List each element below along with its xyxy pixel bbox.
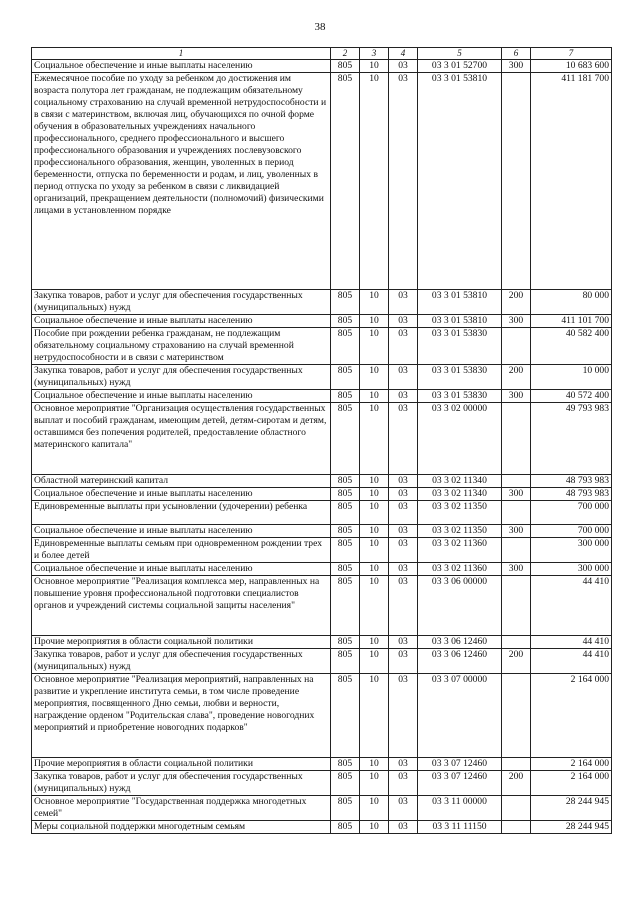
item-name-cell: Единовременные выплаты семьям при одновременном рождении трех и более детей [32, 538, 331, 563]
code-cell: 805 [331, 403, 360, 475]
expense-type-cell: 200 [502, 365, 531, 390]
amount-cell: 2 164 000 [531, 674, 612, 758]
expense-type-cell [502, 328, 531, 365]
expense-type-cell: 300 [502, 488, 531, 501]
code-cell: 805 [331, 488, 360, 501]
expense-type-cell: 300 [502, 525, 531, 538]
code-cell: 805 [331, 636, 360, 649]
code-cell: 805 [331, 501, 360, 525]
column-header: 1 [32, 48, 331, 60]
expense-type-cell [502, 475, 531, 488]
expense-type-cell [502, 674, 531, 758]
table-row [32, 328, 612, 365]
amount-cell: 411 101 700 [531, 315, 612, 328]
table-row [32, 796, 612, 821]
table-row [32, 674, 612, 758]
section-cell: 10 [360, 403, 389, 475]
target-article-cell: 03 3 01 52700 [418, 60, 502, 73]
target-article-cell: 03 3 06 12460 [418, 649, 502, 674]
expense-type-cell [502, 403, 531, 475]
table-row [32, 636, 612, 649]
subsection-cell: 03 [389, 649, 418, 674]
amount-cell: 28 244 945 [531, 796, 612, 821]
amount-cell: 2 164 000 [531, 758, 612, 771]
amount-cell: 40 572 400 [531, 390, 612, 403]
code-cell: 805 [331, 758, 360, 771]
subsection-cell: 03 [389, 576, 418, 636]
code-cell: 805 [331, 525, 360, 538]
section-cell: 10 [360, 390, 389, 403]
item-name-cell: Основное мероприятие "Государственная поддержка многодетных семей" [32, 796, 331, 821]
subsection-cell: 03 [389, 328, 418, 365]
item-name-cell: Областной материнский капитал [32, 475, 331, 488]
code-cell: 805 [331, 771, 360, 796]
code-cell: 805 [331, 538, 360, 563]
column-header: 4 [389, 48, 418, 60]
target-article-cell: 03 3 01 53810 [418, 73, 502, 290]
budget-table [31, 47, 612, 834]
item-name-cell: Прочие мероприятия в области социальной политики [32, 758, 331, 771]
item-name-cell: Социальное обеспечение и иные выплаты населению [32, 525, 331, 538]
table-row [32, 758, 612, 771]
subsection-cell: 03 [389, 501, 418, 525]
code-cell: 805 [331, 73, 360, 290]
target-article-cell: 03 3 07 12460 [418, 771, 502, 796]
target-article-cell: 03 3 01 53810 [418, 315, 502, 328]
subsection-cell: 03 [389, 403, 418, 475]
table-row [32, 73, 612, 290]
amount-cell: 300 000 [531, 563, 612, 576]
amount-cell: 80 000 [531, 290, 612, 315]
subsection-cell: 03 [389, 525, 418, 538]
item-name-cell: Ежемесячное пособие по уходу за ребенком до достижения им возраста полутора лет гражданам, не подлежащим обязательному социальному страхованию на случай временной нетрудоспособности и в связи с материнством, включая лиц, обучающихся по очной форме обучения в образовательных учреждениях начального профессионального, среднего профессионального и высшего профессионального образования и учреждениях послевузовского профессионального образования, женщин, уволенных в период беременности, отпуска по беременности и родам, и лиц, уволенных в период отпуска по уходу за ребенком в связи с ликвидацией организаций, прекращением деятельности (полномочий) физическими лицами в установленном порядке [32, 73, 331, 290]
item-name-cell: Пособие при рождении ребенка гражданам, не подлежащим обязательному социальному страхованию на случай временной нетрудоспособности и в связи с материнством [32, 328, 331, 365]
table-row [32, 538, 612, 563]
table-header-row [32, 48, 612, 60]
target-article-cell: 03 3 11 11150 [418, 821, 502, 834]
item-name-cell: Меры социальной поддержки многодетным семьям [32, 821, 331, 834]
item-name-cell: Единовременные выплаты при усыновлении (удочерении) ребенка [32, 501, 331, 525]
subsection-cell: 03 [389, 365, 418, 390]
expense-type-cell [502, 73, 531, 290]
subsection-cell: 03 [389, 821, 418, 834]
target-article-cell: 03 3 02 11350 [418, 525, 502, 538]
section-cell: 10 [360, 821, 389, 834]
subsection-cell: 03 [389, 758, 418, 771]
section-cell: 10 [360, 475, 389, 488]
expense-type-cell: 300 [502, 315, 531, 328]
page-number: 38 [314, 21, 326, 33]
target-article-cell: 03 3 02 11340 [418, 488, 502, 501]
amount-cell: 300 000 [531, 538, 612, 563]
section-cell: 10 [360, 365, 389, 390]
target-article-cell: 03 3 01 53830 [418, 328, 502, 365]
code-cell: 805 [331, 60, 360, 73]
code-cell: 805 [331, 563, 360, 576]
section-cell: 10 [360, 488, 389, 501]
subsection-cell: 03 [389, 60, 418, 73]
expense-type-cell: 300 [502, 60, 531, 73]
section-cell: 10 [360, 796, 389, 821]
expense-type-cell: 200 [502, 771, 531, 796]
code-cell: 805 [331, 576, 360, 636]
table-row [32, 821, 612, 834]
section-cell: 10 [360, 758, 389, 771]
expense-type-cell [502, 796, 531, 821]
expense-type-cell: 300 [502, 563, 531, 576]
section-cell: 10 [360, 563, 389, 576]
column-header: 3 [360, 48, 389, 60]
subsection-cell: 03 [389, 475, 418, 488]
code-cell: 805 [331, 328, 360, 365]
section-cell: 10 [360, 315, 389, 328]
expense-type-cell [502, 538, 531, 563]
table-row [32, 290, 612, 315]
subsection-cell: 03 [389, 636, 418, 649]
expense-type-cell [502, 758, 531, 771]
table-row [32, 365, 612, 390]
table-row [32, 771, 612, 796]
section-cell: 10 [360, 649, 389, 674]
target-article-cell: 03 3 02 11340 [418, 475, 502, 488]
code-cell: 805 [331, 821, 360, 834]
amount-cell: 411 181 700 [531, 73, 612, 290]
item-name-cell: Прочие мероприятия в области социальной политики [32, 636, 331, 649]
target-article-cell: 03 3 06 12460 [418, 636, 502, 649]
expense-type-cell: 200 [502, 649, 531, 674]
subsection-cell: 03 [389, 538, 418, 563]
subsection-cell: 03 [389, 563, 418, 576]
column-header: 6 [502, 48, 531, 60]
target-article-cell: 03 3 11 00000 [418, 796, 502, 821]
subsection-cell: 03 [389, 771, 418, 796]
target-article-cell: 03 3 06 00000 [418, 576, 502, 636]
table-row [32, 525, 612, 538]
target-article-cell: 03 3 02 11350 [418, 501, 502, 525]
amount-cell: 40 582 400 [531, 328, 612, 365]
code-cell: 805 [331, 674, 360, 758]
item-name-cell: Закупка товаров, работ и услуг для обеспечения государственных (муниципальных) нужд [32, 649, 331, 674]
expense-type-cell [502, 576, 531, 636]
table-row [32, 475, 612, 488]
section-cell: 10 [360, 538, 389, 563]
amount-cell: 48 793 983 [531, 488, 612, 501]
amount-cell: 44 410 [531, 636, 612, 649]
section-cell: 10 [360, 771, 389, 796]
item-name-cell: Социальное обеспечение и иные выплаты населению [32, 563, 331, 576]
amount-cell: 10 683 600 [531, 60, 612, 73]
table-row [32, 649, 612, 674]
amount-cell: 44 410 [531, 576, 612, 636]
expense-type-cell [502, 636, 531, 649]
item-name-cell: Закупка товаров, работ и услуг для обеспечения государственных (муниципальных) нужд [32, 365, 331, 390]
target-article-cell: 03 3 07 00000 [418, 674, 502, 758]
section-cell: 10 [360, 73, 389, 290]
amount-cell: 28 244 945 [531, 821, 612, 834]
item-name-cell: Социальное обеспечение и иные выплаты населению [32, 390, 331, 403]
target-article-cell: 03 3 01 53810 [418, 290, 502, 315]
code-cell: 805 [331, 290, 360, 315]
target-article-cell: 03 3 02 11360 [418, 563, 502, 576]
item-name-cell: Основное мероприятие "Реализация комплекса мер, направленных на повышение уровня профессиональной подготовки специалистов органов и учреждений системы социальной защиты населения" [32, 576, 331, 636]
item-name-cell: Основное мероприятие "Организация осуществления государственных выплат и пособий гражданам, имеющим детей, детям-сиротам и детям, оставшимся без попечения родителей, предоставление областного материнского капитала" [32, 403, 331, 475]
table-row [32, 576, 612, 636]
item-name-cell: Социальное обеспечение и иные выплаты населению [32, 60, 331, 73]
table-row [32, 60, 612, 73]
table-row [32, 403, 612, 475]
item-name-cell: Закупка товаров, работ и услуг для обеспечения государственных (муниципальных) нужд [32, 771, 331, 796]
amount-cell: 44 410 [531, 649, 612, 674]
target-article-cell: 03 3 02 00000 [418, 403, 502, 475]
code-cell: 805 [331, 796, 360, 821]
code-cell: 805 [331, 475, 360, 488]
code-cell: 805 [331, 365, 360, 390]
section-cell: 10 [360, 328, 389, 365]
table-row [32, 501, 612, 525]
code-cell: 805 [331, 390, 360, 403]
amount-cell: 700 000 [531, 525, 612, 538]
expense-type-cell: 300 [502, 390, 531, 403]
column-header: 2 [331, 48, 360, 60]
item-name-cell: Социальное обеспечение и иные выплаты населению [32, 488, 331, 501]
section-cell: 10 [360, 525, 389, 538]
item-name-cell: Социальное обеспечение и иные выплаты населению [32, 315, 331, 328]
amount-cell: 10 000 [531, 365, 612, 390]
column-header: 5 [418, 48, 502, 60]
subsection-cell: 03 [389, 315, 418, 328]
section-cell: 10 [360, 674, 389, 758]
section-cell: 10 [360, 290, 389, 315]
subsection-cell: 03 [389, 488, 418, 501]
item-name-cell: Закупка товаров, работ и услуг для обеспечения государственных (муниципальных) нужд [32, 290, 331, 315]
target-article-cell: 03 3 01 53830 [418, 365, 502, 390]
code-cell: 805 [331, 315, 360, 328]
code-cell: 805 [331, 649, 360, 674]
amount-cell: 48 793 983 [531, 475, 612, 488]
target-article-cell: 03 3 07 12460 [418, 758, 502, 771]
table-row [32, 563, 612, 576]
target-article-cell: 03 3 01 53830 [418, 390, 502, 403]
subsection-cell: 03 [389, 290, 418, 315]
amount-cell: 700 000 [531, 501, 612, 525]
subsection-cell: 03 [389, 674, 418, 758]
subsection-cell: 03 [389, 390, 418, 403]
expense-type-cell [502, 501, 531, 525]
section-cell: 10 [360, 60, 389, 73]
amount-cell: 2 164 000 [531, 771, 612, 796]
item-name-cell: Основное мероприятие "Реализация мероприятий, направленных на развитие и укрепление института семьи, в том числе проведение мероприятия, посвященного Дню семьи, любви и верности, награждение орденом "Родительская слава", проведение новогодних мероприятий и приобретение новогодних подарков" [32, 674, 331, 758]
expense-type-cell: 200 [502, 290, 531, 315]
expense-type-cell [502, 821, 531, 834]
subsection-cell: 03 [389, 73, 418, 290]
column-header: 7 [531, 48, 612, 60]
table-row [32, 488, 612, 501]
section-cell: 10 [360, 501, 389, 525]
section-cell: 10 [360, 576, 389, 636]
amount-cell: 49 793 983 [531, 403, 612, 475]
table-row [32, 390, 612, 403]
table-row [32, 315, 612, 328]
target-article-cell: 03 3 02 11360 [418, 538, 502, 563]
subsection-cell: 03 [389, 796, 418, 821]
section-cell: 10 [360, 636, 389, 649]
